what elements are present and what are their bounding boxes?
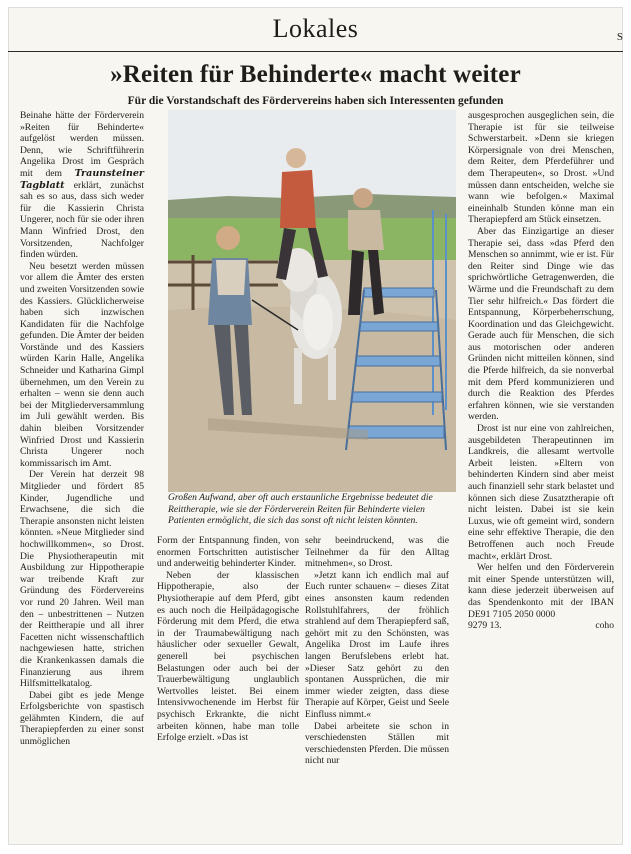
paragraph: Neben der klassischen Hippotherapie, also der Physiotherapie auf dem Pferd, gibt es auch noch die Heilpädagogische Förderung mit dem Pferd, die etwa in der Traumabewältigung nach häuslicher oder sexueller Gewalt, generell bei psychischen Belastungen oder auch bei der Trauerbewältigung unglaublich Wertvolles leistet. Bei einem Intensivwochenende im Herbst für psychisch Erkrankte, die nicht arbeiten können, habe man tolle Erfolge erzielt. »Das ist [157, 569, 299, 744]
paragraph: Drost ist nur eine von zahlreichen, ausgebildeten Therapeutinnen im Landkreis, die allesamt wertvolle Arbeit leisten. »Eltern von behinderten Kindern sind aber meist auch finanziell sehr stark belastet und können sich diese Zusatztherapie oft nicht leisten. Dabei ist sie kein Luxus, wie oft gemeint wird, sondern eine sehr effektive Therapie, die den Betroffenen auch noch Freude macht«, erklärt Drost. [468, 423, 614, 562]
photo-caption: Großen Aufwand, aber oft auch erstaunliche Ergebnisse bedeutet die Reittherapie, wie sie der Förderverein Reiten für Behinderte vielen Patienten ermöglicht, die sich das sonst oft nicht leisten könnten. [168, 492, 433, 527]
article-signoff [468, 620, 614, 632]
section-header [8, 7, 623, 52]
paragraph: Aber das Einzigartige an dieser Therapie sei, dass »das Pferd den Menschen so annimmt, wie er ist. Für den Reiter sind Dinge wie das sprichwörtliche Getragenwerden, die Wärme und die Freundschaft zu dem Tier sehr hilfreich.« Das fördert die Entspannung, Körperbeherrschung, Koordination und das Gleichgewicht. Gerade auch für Menschen, die sich aus motorischen oder anderen Gründen nicht mitteilen können, sind die Pferde hilfreich, da sie nonverbal mit dem Pferd kommunizieren und durch die Reaktion des Pferdes erfahren können, wie sie verstanden werden. [468, 225, 614, 423]
article-subheadline: Für die Vorstandschaft des Fördervereins haben sich Interessenten gefunden [127, 95, 504, 107]
article-column-1 [20, 110, 144, 840]
paragraph: sehr beeindruckend, was die Teilnehmer da für den Alltag mitnehmen«, so Drost. [305, 535, 449, 570]
article-column-3 [305, 535, 449, 840]
article-photo [168, 110, 456, 492]
paragraph: Beinahe hätte der Förderverein »Reiten für Behinderte« aufgelöst werden müssen. Denn, wie Schriftführerin Angelika Drost im Gespräch mit dem Traunsteiner Tagblatt erklärt, zunächst sah es so aus, dass sich weder für die Kassierin Christa Ungerer, noch für sie oder ihren Mann Winfried Drost, den Vorsitzenden, Nachfolger finden würden. [20, 110, 144, 261]
newspaper-name: Traunsteiner Tagblatt [20, 167, 144, 191]
article-column-2 [157, 535, 299, 840]
paragraph: Dabei arbeitete sie schon in verschiedensten Ställen mit verschiedensten Pferden. Die müssen nicht nur [305, 720, 449, 767]
author-initials: coho [595, 620, 614, 632]
paragraph: Dabei gibt es jede Menge Erfolgsberichte von spastisch gelähmten Kindern, die auf Therapiepferden zu einer sonst unmöglichen [20, 689, 144, 748]
paragraph: »Jetzt kann ich endlich mal auf Euch runter schauen« – dieses Zitat eines ansonsten kaum redenden Rollstuhlfahrers, der fröhlich strahlend auf dem Therapiepferd saß, gehört mit zu den Schönsten, was Angelika Drost im Laufe ihres langen Berufslebens erlebt hat. »Dieser Satz gehört zu den spontanen Aussprüchen, die mir immer wieder zeigten, dass diese Therapie auf Körper, Geist und Seele Einfluss nimmt.« [305, 569, 449, 720]
section-title: Lokales [272, 14, 359, 43]
article-headline: »Reiten für Behinderte« macht weiter [110, 61, 521, 88]
newspaper-clipping [8, 7, 623, 845]
paragraph: Wer helfen und den Förderverein mit einer Spende unterstützen will, kann diese jederzeit überweisen auf das Spendenkonto mit der IBAN DE91 7105 2050 0000 [468, 562, 614, 620]
paragraph: Form der Entspannung finden, von enormen Fortschritten autistischer und anderweitig behinderter Kinder. [157, 535, 299, 570]
paragraph: Neu besetzt werden müssen vor allem die Ämter des ersten und zweiten Vorsitzenden sowie des Kassiers. Glücklicherweise haben sich inzwischen Kandidaten für die Nachfolge gefunden. Die Ämter der beiden Vorstände und des Kassiers würden Karin Halle, Angelika Schneider und Katharina Gimpl übernehmen, um den Verein zu erhalten – wenn sie denn auch bei der Mitgliederversammlung im Juli gewählt werden. Bis dahin bleiben Vorsitzender Winfried Drost und Kassierin Christa Ungerer noch kommissarisch im Amt. [20, 260, 144, 469]
cut-off-letter: S [616, 31, 623, 43]
paragraph: ausgesprochen ausgeglichen sein, die Therapie ist für sie teilweise Schwerstarbeit. »Denn sie kriegen Körpersignale von drei Menschen, dem Reiter, dem Pferdeführer und dem Therapeuten«, so Drost. »Und müssen dann entscheiden, welche sie wann wie befolgen.« Maximal eineinhalb Stunden könne man ein Therapiepferd am Stück einsetzen. [468, 110, 614, 226]
iban-tail: 9279 13. [468, 620, 502, 632]
paragraph: Der Verein hat derzeit 98 Mitglieder und fördert 85 Kinder, Jugendliche und Erwachsene, die sich die Therapie ansonsten nicht leisten könnten. »Neue Mitglieder sind hochwillkommen«, so Drost. Die Physiotherapeutin mit Ausbildung zur Hippotherapie war treibende Kraft zur Gründung des Fördervereins vor rund 20 Jahren. Weil man den – unbestrittenen – Nutzen der Reittherapie und all ihrer Facetten nicht wissenschaftlich nachgewiesen hatte, strichen die Krankenkassen damals die Finanzierung aus ihrem Hilfsmittelkatalog. [20, 469, 144, 690]
article-column-4 [468, 110, 614, 840]
